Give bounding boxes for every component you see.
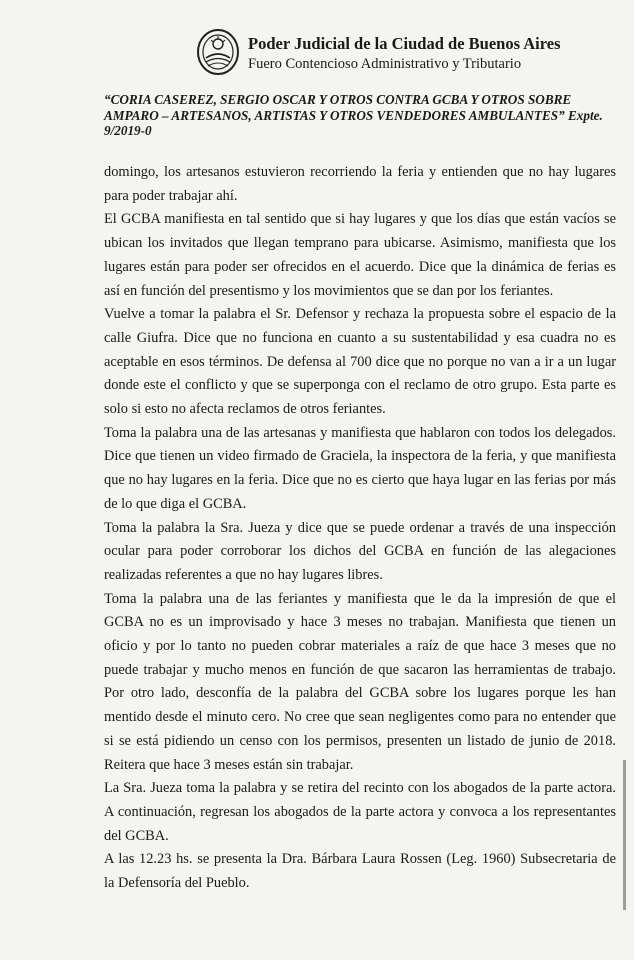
body-line: la Defensoría del Pueblo. [104, 875, 250, 892]
body-line: de lo que diga el GCBA. [104, 495, 247, 512]
case-caption [104, 92, 614, 139]
body-line: calle Giufra. Dice que no funciona en cuanto a su sustentabilidad y esa cuadra no es [104, 329, 616, 346]
body-line: lugares están para poder ser ofrecidos en el acuerdo. Dice que la dinámica de ferias es [104, 258, 616, 275]
body-line: ocular para poder corroborar los dichos del GCBA en función de las alegaciones [104, 543, 616, 560]
body-line: realizadas referentes a que no hay lugares libres. [104, 566, 383, 583]
body-line: aceptable en esos términos. De defensa al 700 dice que no porque no van a ir a un lugar [104, 353, 616, 370]
body-line: ubican los invitados que llegan temprano para ubicarse. Asimismo, manifiesta que los [104, 235, 616, 252]
court-title: Poder Judicial de la Ciudad de Buenos Aires [248, 34, 561, 53]
body-line: puede trabajar y mucho menos en función de que sacaron las herramientas de trabajo. [104, 661, 616, 678]
case-caption-line: 9/2019-0 [104, 123, 152, 138]
body-line: donde este el conflicto y que se superponga con el reclamo de otro grupo. Esta parte es [104, 377, 616, 394]
body-line: así en función del presentismo y los movimientos que se dan por los feriantes. [104, 282, 554, 299]
body-line: Por otro lado, desconfía de la palabra del GCBA sobre los lugares porque les han [104, 685, 616, 702]
body-line: Toma la palabra la Sra. Jueza y dice que se puede ordenar a través de una inspección [104, 519, 616, 536]
scan-edge-shadow [623, 760, 626, 910]
body-line: del GCBA. [104, 827, 169, 844]
body-line: oficio y por lo tanto no pueden cobrar materiales a raíz de que hace 3 meses que no [104, 638, 616, 655]
body-line: Toma la palabra una de las feriantes y manifiesta que le da la impresión de que el [104, 590, 616, 607]
body-line: Vuelve a tomar la palabra el Sr. Defensor y rechaza la propuesta sobre el espacio de la [104, 306, 616, 323]
body-line: A las 12.23 hs. se presenta la Dra. Bárbara Laura Rossen (Leg. 1960) Subsecretaria de [104, 851, 616, 868]
letterhead [196, 28, 596, 78]
body-line: solo si esto no afecta reclamos de otros feriantes. [104, 401, 386, 418]
body-line: La Sra. Jueza toma la palabra y se retira del recinto con los abogados de la parte actora. [104, 780, 616, 797]
body-line: Toma la palabra una de las artesanas y manifiesta que hablaron con todos los delegados. [104, 424, 616, 441]
body-line: que no hay lugares en la feria. Dice que no es cierto que haya lugar en las ferias por más [104, 472, 616, 489]
body-line: Dice que tienen un video firmado de Graciela, la inspectora de la feria, y que manifiesta [104, 448, 616, 465]
body-line: para poder trabajar ahí. [104, 187, 238, 204]
case-caption-line: AMPARO – ARTESANOS, ARTISTAS Y OTROS VENDEDORES AMBULANTES” Expte. [104, 107, 603, 123]
body-line: domingo, los artesanos estuvieron recorriendo la feria y entienden que no hay lugares [104, 164, 616, 180]
case-caption-line: “CORIA CASEREZ, SERGIO OSCAR Y OTROS CONTRA GCBA Y OTROS SOBRE [104, 92, 572, 107]
body-line: A continuación, regresan los abogados de la parte actora y convoca a los representantes [104, 803, 616, 820]
court-seal-icon [196, 28, 240, 76]
body-line: mentido desde el minuto cero. No cree que sean negligentes como para no entender que [104, 709, 616, 726]
body-line: Reitera que hace 3 meses están sin trabajar. [104, 756, 354, 773]
body-line: si se está pidiendo un censo con los permisos, presenten un listado de junio de 2018. [104, 732, 616, 749]
document-body [104, 161, 616, 896]
body-line: El GCBA manifiesta en tal sentido que si hay lugares y que los días que están vacíos se [104, 211, 616, 228]
court-subtitle: Fuero Contencioso Administrativo y Tributario [248, 56, 522, 72]
body-line: GCBA no es un improvisado y hace 3 meses no trabajan. Manifiesta que tienen un [104, 614, 616, 631]
